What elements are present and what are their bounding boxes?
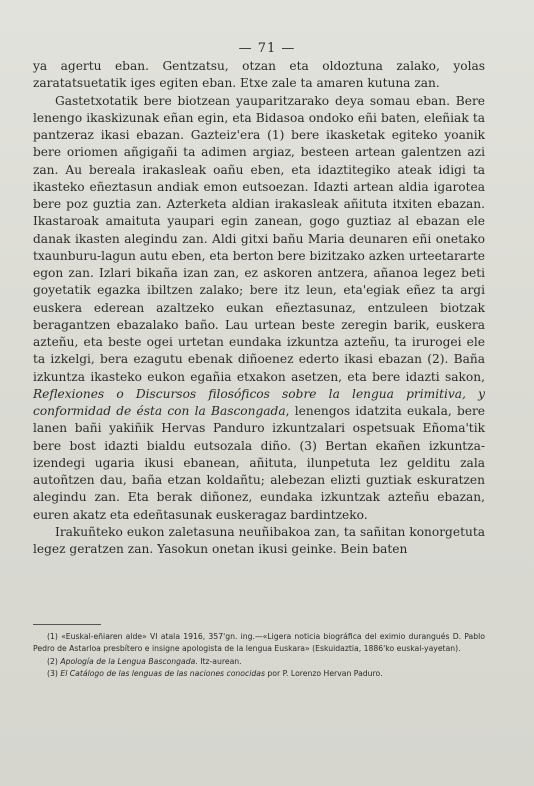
text-run: . Itz-aurean. bbox=[195, 656, 242, 666]
text-run: (1) «Euskal-eñiaren alde» VI atala 1916, 357'gn. ing.—«Ligera noticia biográfica del eximio durangués D. Pablo Pedro de Astarloa presbítero e insigne apologista de la lengua Euskara» (Eskuidaztia, 1886'ko euskal-yayetan). bbox=[33, 632, 485, 654]
text-run: (3) bbox=[47, 669, 61, 679]
text-run: (2) bbox=[47, 656, 61, 666]
text-run: ya agertu eban. Gentzatsu, otzan eta oldoztuna zalako, yolas zaratatsuetatik iges egiten eban. Etxe zale ta amaren kutuna zan. bbox=[33, 59, 485, 91]
text-run: , lenengos idatzita eukala, bere lanen bañi yakiñik Hervas Panduro izkuntzalari ospetsuak Eñoma'tik bere bost idazti bialdu eutsozala diño. (3) Bertan ekañen izkuntza-izendegi ugaria ikusi ebanean, añituta, ilunpetuta lez gelditu zala autoñtzen dau, baña etzan koldañtu; alebezan elizti guztiak eskuratzen alegindu zan. Eta berak diñonez, eundaka izkuntzak azteñu ebazan, euren akatz eta edeñtasunak euskeragaz bardintzeko. bbox=[33, 404, 485, 522]
paragraph bbox=[33, 58, 485, 93]
page-number: — 71 — bbox=[238, 41, 296, 56]
text-run: Gastetxotatik bere biotzean yauparitzarako deya somau eban. Bere lenengo ikaskizunak eñan egin, eta Bidasoa ondoko eñi baten, eleñiak ta pantzeraz ikasi ebazan. Gazteiz'era (1) bere ikasketak egiteko yoanik bere oriomen añgigañi ta adimen argiaz, besteen artean galentzen azi zan. Au bereala irakasleak oañu eben, eta idaztitegiko ateak idigi ta ikasteko eñeztasun andiak emon eutsoezan. Idazti artean aldia igarotea bere poz guztia zan. Azterketa aldian irakasleak añituta itxiten ebazan. Ikastaroak amaituta yaupari egin zanean, gogo guztiaz al ebazan ele danak ikasten alegindu zan. Aldi gitxi bañu Maria deunaren eñi onetako txaunburu-lagun autu eben, eta berton bere bizitzako azken urteetararte egon zan. Izlari bikaña izan zan, ez askoren antzera, añanoa legez beti goyetatik egazka ibiltzen zalako; bere itz leun, eta'egiak eñez ta argi euskera ederean azaltzeko eukan eñeztasunaz, entzuleen biotzak beragantzen ebazalako baño. Lau urtean beste zeregin barik, euskera azteñu, eta beste ogei urtetan eundaka izkuntza azteñu, ta irurogei ele ta izkelgi, bera ezagutu ebenak diñoenez ederto ikasi ebazan (2). Baña izkuntza ikasteko eukon egañia etxakon asetzen, eta bere idazti sakon, bbox=[33, 93, 485, 384]
text-run: por P. Lorenzo Hervan Paduro. bbox=[264, 669, 383, 679]
italic-title-text: Apología de la Lengua Bascongada bbox=[60, 656, 196, 666]
text-run: Irakuñteko eukon zaletasuna neuñibakoa zan, ta sañitan konorgetuta legez geratzen zan. Yasokun onetan ikusi geinke. Bein baten bbox=[33, 524, 485, 556]
footnote bbox=[33, 631, 485, 656]
italic-title-text: El Catálogo de las lenguas de las naciones conocidas bbox=[60, 669, 265, 679]
footnotes bbox=[33, 631, 485, 681]
paragraph bbox=[33, 93, 485, 524]
footnote bbox=[33, 656, 485, 668]
footnote-rule bbox=[33, 624, 101, 625]
paragraph bbox=[33, 524, 485, 559]
footnote bbox=[33, 668, 485, 680]
body-text bbox=[33, 58, 485, 558]
italic-title-text: Reflexiones o Discursos filosóficos sobre la lengua primitiva, y conformidad de ésta con la Bascongada bbox=[33, 386, 485, 418]
